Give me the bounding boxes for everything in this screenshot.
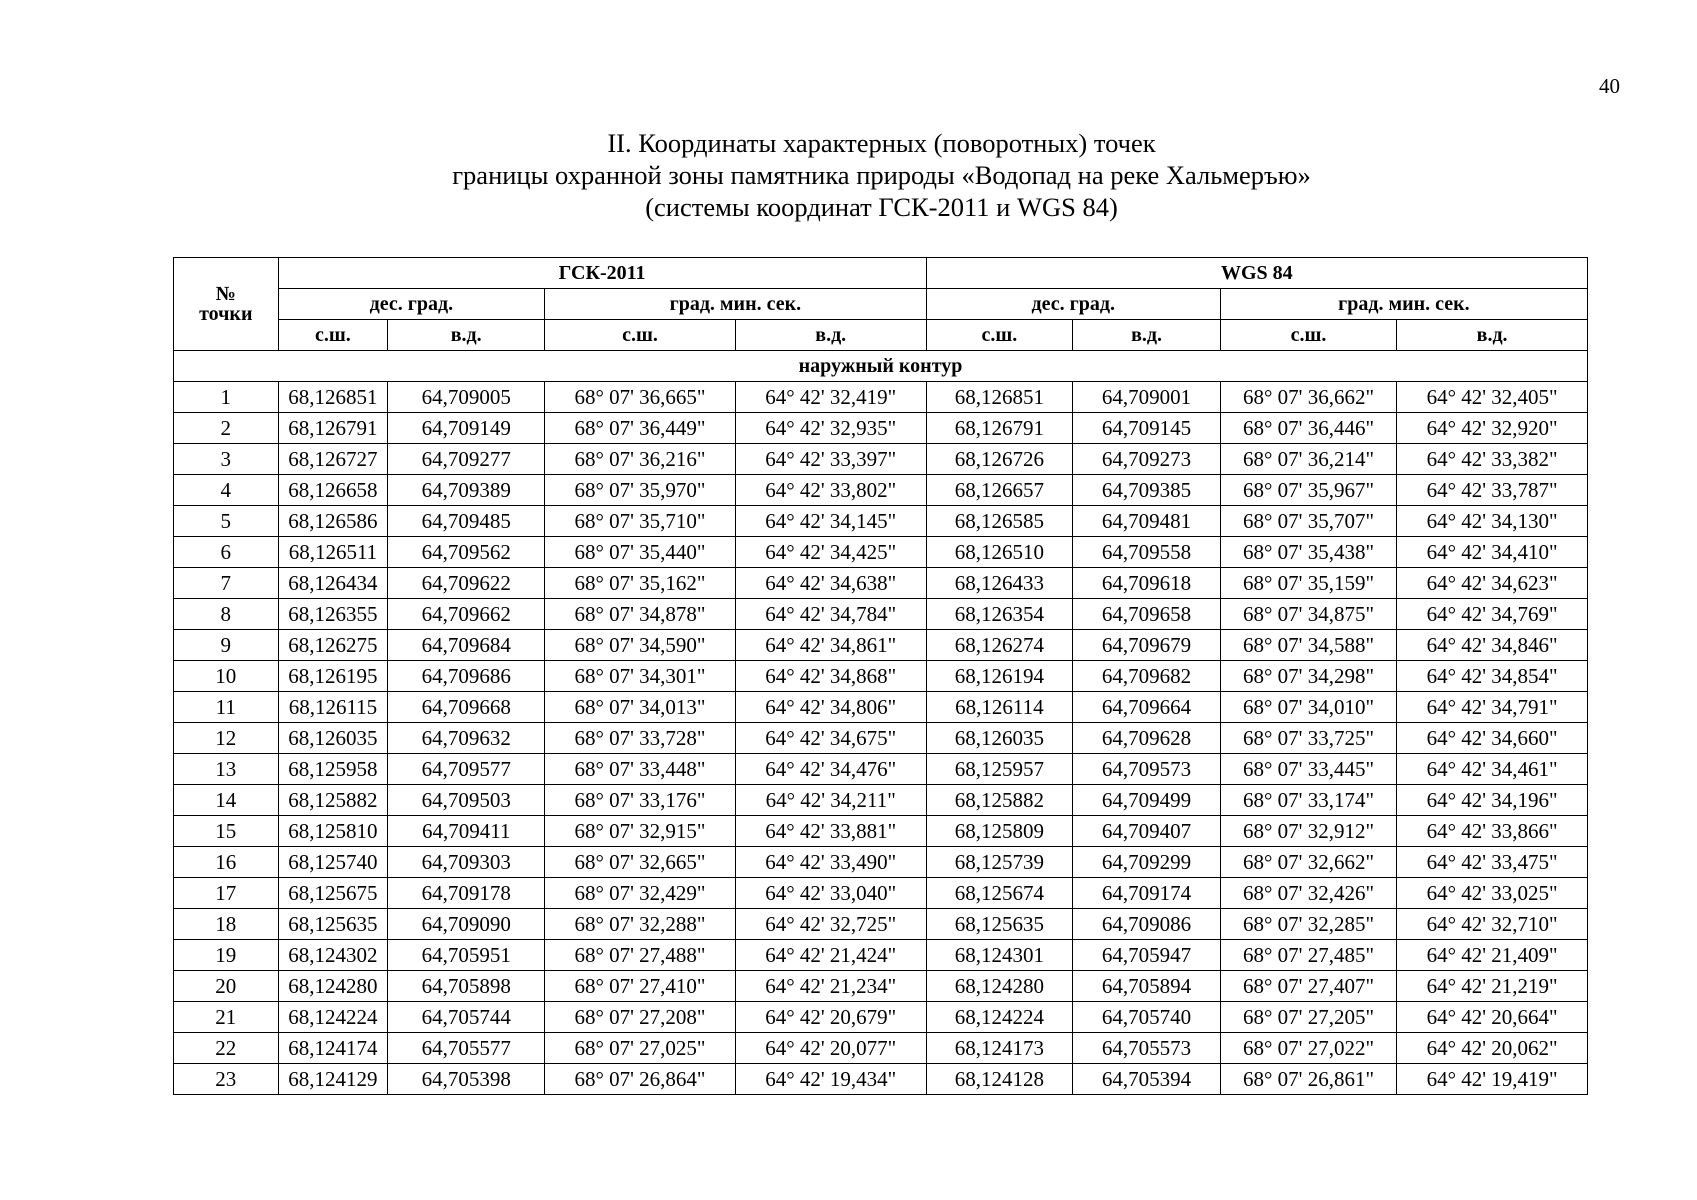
cell-gsk-dms-lat: 68° 07' 34,013" — [545, 692, 736, 723]
cell-point-number: 3 — [174, 444, 279, 475]
cell-gsk-dec-lat: 68,124280 — [278, 971, 388, 1002]
cell-wgs-dms-lat: 68° 07' 33,725" — [1220, 723, 1396, 754]
table-row — [174, 1002, 1588, 1033]
cell-wgs-dec-lon: 64,709682 — [1073, 661, 1221, 692]
cell-gsk-dec-lat: 68,126727 — [278, 444, 388, 475]
cell-gsk-dms-lat: 68° 07' 27,488" — [545, 940, 736, 971]
cell-wgs-dec-lon: 64,709385 — [1073, 475, 1221, 506]
table-row — [174, 444, 1588, 475]
cell-wgs-dec-lon: 64,709001 — [1073, 382, 1221, 413]
cell-gsk-dec-lat: 68,124224 — [278, 1002, 388, 1033]
cell-gsk-dec-lon: 64,709090 — [388, 909, 545, 940]
cell-wgs-dms-lon: 64° 42' 20,664" — [1397, 1002, 1588, 1033]
cell-gsk-dms-lat: 68° 07' 34,301" — [545, 661, 736, 692]
cell-wgs-dms-lat: 68° 07' 27,022" — [1220, 1033, 1396, 1064]
cell-gsk-dms-lon: 64° 42' 34,675" — [735, 723, 926, 754]
cell-gsk-dec-lon: 64,709411 — [388, 816, 545, 847]
header-gsk-dec-lat: с.ш. — [278, 320, 388, 351]
cell-wgs-dec-lat: 68,126726 — [926, 444, 1073, 475]
cell-gsk-dms-lat: 68° 07' 35,440" — [545, 537, 736, 568]
cell-gsk-dec-lat: 68,125882 — [278, 785, 388, 816]
cell-wgs-dms-lat: 68° 07' 34,298" — [1220, 661, 1396, 692]
cell-gsk-dec-lon: 64,705898 — [388, 971, 545, 1002]
cell-point-number: 5 — [174, 506, 279, 537]
cell-gsk-dms-lon: 64° 42' 32,725" — [735, 909, 926, 940]
cell-wgs-dec-lat: 68,124301 — [926, 940, 1073, 971]
header-wgs-dms-lat: с.ш. — [1220, 320, 1396, 351]
cell-wgs-dec-lat: 68,124224 — [926, 1002, 1073, 1033]
cell-wgs-dec-lat: 68,126194 — [926, 661, 1073, 692]
cell-gsk-dms-lon: 64° 42' 21,424" — [735, 940, 926, 971]
cell-point-number: 16 — [174, 847, 279, 878]
cell-wgs-dms-lon: 64° 42' 33,866" — [1397, 816, 1588, 847]
header-gsk-dms: град. мин. сек. — [545, 289, 926, 320]
cell-point-number: 17 — [174, 878, 279, 909]
cell-gsk-dms-lat: 68° 07' 36,665" — [545, 382, 736, 413]
table-row — [174, 909, 1588, 940]
cell-gsk-dms-lat: 68° 07' 27,208" — [545, 1002, 736, 1033]
cell-wgs-dms-lat: 68° 07' 36,446" — [1220, 413, 1396, 444]
cell-gsk-dec-lat: 68,124174 — [278, 1033, 388, 1064]
cell-wgs-dms-lat: 68° 07' 32,662" — [1220, 847, 1396, 878]
cell-wgs-dms-lon: 64° 42' 34,854" — [1397, 661, 1588, 692]
cell-gsk-dec-lon: 64,709389 — [388, 475, 545, 506]
cell-point-number: 22 — [174, 1033, 279, 1064]
cell-wgs-dec-lat: 68,126354 — [926, 599, 1073, 630]
cell-wgs-dms-lat: 68° 07' 35,707" — [1220, 506, 1396, 537]
table-row — [174, 630, 1588, 661]
cell-wgs-dec-lat: 68,126510 — [926, 537, 1073, 568]
cell-wgs-dms-lon: 64° 42' 34,623" — [1397, 568, 1588, 599]
cell-wgs-dec-lon: 64,705894 — [1073, 971, 1221, 1002]
cell-gsk-dms-lon: 64° 42' 34,868" — [735, 661, 926, 692]
cell-wgs-dec-lon: 64,709273 — [1073, 444, 1221, 475]
cell-wgs-dms-lon: 64° 42' 20,062" — [1397, 1033, 1588, 1064]
cell-wgs-dec-lat: 68,124173 — [926, 1033, 1073, 1064]
cell-wgs-dms-lon: 64° 42' 33,382" — [1397, 444, 1588, 475]
cell-wgs-dec-lon: 64,705740 — [1073, 1002, 1221, 1033]
cell-gsk-dms-lat: 68° 07' 32,288" — [545, 909, 736, 940]
table-row — [174, 847, 1588, 878]
cell-gsk-dms-lat: 68° 07' 27,025" — [545, 1033, 736, 1064]
cell-gsk-dms-lat: 68° 07' 33,448" — [545, 754, 736, 785]
cell-point-number: 20 — [174, 971, 279, 1002]
cell-gsk-dms-lon: 64° 42' 32,419" — [735, 382, 926, 413]
cell-gsk-dms-lat: 68° 07' 26,864" — [545, 1064, 736, 1095]
cell-gsk-dec-lon: 64,709503 — [388, 785, 545, 816]
cell-wgs-dec-lon: 64,709299 — [1073, 847, 1221, 878]
cell-gsk-dec-lon: 64,709662 — [388, 599, 545, 630]
cell-gsk-dms-lon: 64° 42' 21,234" — [735, 971, 926, 1002]
cell-wgs-dec-lat: 68,125739 — [926, 847, 1073, 878]
cell-wgs-dms-lat: 68° 07' 32,912" — [1220, 816, 1396, 847]
cell-wgs-dec-lat: 68,126274 — [926, 630, 1073, 661]
header-wgs-dec-deg: дес. град. — [926, 289, 1220, 320]
header-wgs-dec-lat: с.ш. — [926, 320, 1073, 351]
header-gsk-dms-lon: в.д. — [735, 320, 926, 351]
cell-gsk-dms-lon: 64° 42' 33,490" — [735, 847, 926, 878]
cell-wgs-dms-lon: 64° 42' 34,196" — [1397, 785, 1588, 816]
cell-wgs-dec-lon: 64,709481 — [1073, 506, 1221, 537]
header-wgs-84: WGS 84 — [926, 258, 1587, 289]
cell-gsk-dec-lon: 64,709178 — [388, 878, 545, 909]
section-row — [174, 351, 1588, 382]
cell-gsk-dec-lat: 68,126851 — [278, 382, 388, 413]
cell-wgs-dms-lon: 64° 42' 34,130" — [1397, 506, 1588, 537]
cell-wgs-dms-lon: 64° 42' 33,475" — [1397, 847, 1588, 878]
cell-wgs-dms-lat: 68° 07' 36,214" — [1220, 444, 1396, 475]
title-line-1: II. Координаты характерных (поворотных) точек — [607, 128, 1156, 158]
cell-gsk-dms-lat: 68° 07' 32,915" — [545, 816, 736, 847]
coordinates-table — [173, 257, 1588, 1095]
cell-gsk-dms-lon: 64° 42' 20,679" — [735, 1002, 926, 1033]
cell-wgs-dms-lon: 64° 42' 34,660" — [1397, 723, 1588, 754]
cell-wgs-dec-lat: 68,124280 — [926, 971, 1073, 1002]
cell-point-number: 12 — [174, 723, 279, 754]
cell-gsk-dms-lat: 68° 07' 32,665" — [545, 847, 736, 878]
table-row — [174, 382, 1588, 413]
cell-gsk-dms-lat: 68° 07' 33,728" — [545, 723, 736, 754]
cell-wgs-dms-lat: 68° 07' 34,010" — [1220, 692, 1396, 723]
cell-gsk-dec-lat: 68,125958 — [278, 754, 388, 785]
cell-wgs-dec-lon: 64,709407 — [1073, 816, 1221, 847]
cell-gsk-dec-lat: 68,126355 — [278, 599, 388, 630]
cell-gsk-dms-lat: 68° 07' 34,590" — [545, 630, 736, 661]
title-line-3: (системы координат ГСК-2011 и WGS 84) — [645, 192, 1118, 222]
cell-gsk-dec-lon: 64,709684 — [388, 630, 545, 661]
table-row — [174, 537, 1588, 568]
table-row — [174, 1064, 1588, 1095]
cell-wgs-dec-lat: 68,126114 — [926, 692, 1073, 723]
cell-gsk-dec-lon: 64,709622 — [388, 568, 545, 599]
cell-wgs-dec-lon: 64,709618 — [1073, 568, 1221, 599]
cell-wgs-dec-lon: 64,709679 — [1073, 630, 1221, 661]
cell-point-number: 14 — [174, 785, 279, 816]
cell-gsk-dms-lon: 64° 42' 19,434" — [735, 1064, 926, 1095]
cell-wgs-dec-lon: 64,709628 — [1073, 723, 1221, 754]
page-number: 40 — [1599, 74, 1620, 98]
cell-gsk-dec-lon: 64,709686 — [388, 661, 545, 692]
cell-gsk-dec-lat: 68,126791 — [278, 413, 388, 444]
cell-wgs-dms-lat: 68° 07' 33,174" — [1220, 785, 1396, 816]
table-row — [174, 506, 1588, 537]
cell-point-number: 7 — [174, 568, 279, 599]
cell-wgs-dec-lat: 68,126791 — [926, 413, 1073, 444]
cell-gsk-dms-lon: 64° 42' 34,211" — [735, 785, 926, 816]
cell-gsk-dec-lon: 64,709277 — [388, 444, 545, 475]
cell-gsk-dms-lat: 68° 07' 33,176" — [545, 785, 736, 816]
cell-point-number: 4 — [174, 475, 279, 506]
cell-wgs-dms-lon: 64° 42' 33,025" — [1397, 878, 1588, 909]
cell-gsk-dec-lat: 68,125810 — [278, 816, 388, 847]
cell-gsk-dec-lon: 64,705744 — [388, 1002, 545, 1033]
cell-gsk-dms-lon: 64° 42' 34,425" — [735, 537, 926, 568]
table-row — [174, 568, 1588, 599]
cell-gsk-dms-lon: 64° 42' 34,861" — [735, 630, 926, 661]
cell-gsk-dms-lat: 68° 07' 34,878" — [545, 599, 736, 630]
table-row — [174, 723, 1588, 754]
cell-point-number: 6 — [174, 537, 279, 568]
cell-gsk-dec-lat: 68,124302 — [278, 940, 388, 971]
cell-gsk-dms-lat: 68° 07' 35,970" — [545, 475, 736, 506]
cell-gsk-dms-lon: 64° 42' 34,476" — [735, 754, 926, 785]
cell-gsk-dms-lon: 64° 42' 34,806" — [735, 692, 926, 723]
cell-gsk-dec-lon: 64,705398 — [388, 1064, 545, 1095]
cell-gsk-dec-lat: 68,124129 — [278, 1064, 388, 1095]
cell-wgs-dec-lon: 64,709573 — [1073, 754, 1221, 785]
cell-point-number: 21 — [174, 1002, 279, 1033]
cell-wgs-dec-lon: 64,709664 — [1073, 692, 1221, 723]
cell-wgs-dec-lon: 64,709145 — [1073, 413, 1221, 444]
cell-point-number: 15 — [174, 816, 279, 847]
cell-gsk-dec-lon: 64,705577 — [388, 1033, 545, 1064]
table-row — [174, 785, 1588, 816]
cell-wgs-dms-lat: 68° 07' 27,407" — [1220, 971, 1396, 1002]
cell-point-number: 23 — [174, 1064, 279, 1095]
cell-gsk-dms-lon: 64° 42' 20,077" — [735, 1033, 926, 1064]
cell-gsk-dec-lat: 68,126275 — [278, 630, 388, 661]
cell-point-number: 2 — [174, 413, 279, 444]
header-wgs-dec-lon: в.д. — [1073, 320, 1221, 351]
cell-wgs-dms-lon: 64° 42' 32,405" — [1397, 382, 1588, 413]
cell-point-number: 8 — [174, 599, 279, 630]
cell-gsk-dms-lat: 68° 07' 27,410" — [545, 971, 736, 1002]
cell-wgs-dec-lat: 68,126035 — [926, 723, 1073, 754]
cell-wgs-dec-lat: 68,125882 — [926, 785, 1073, 816]
cell-gsk-dms-lat: 68° 07' 32,429" — [545, 878, 736, 909]
cell-gsk-dms-lon: 64° 42' 33,040" — [735, 878, 926, 909]
table-row — [174, 1033, 1588, 1064]
cell-wgs-dec-lon: 64,705394 — [1073, 1064, 1221, 1095]
cell-gsk-dec-lon: 64,709149 — [388, 413, 545, 444]
cell-wgs-dms-lon: 64° 42' 34,846" — [1397, 630, 1588, 661]
cell-wgs-dec-lat: 68,125809 — [926, 816, 1073, 847]
header-wgs-dms-lon: в.д. — [1397, 320, 1588, 351]
cell-wgs-dms-lon: 64° 42' 32,920" — [1397, 413, 1588, 444]
cell-point-number: 18 — [174, 909, 279, 940]
cell-gsk-dec-lat: 68,126586 — [278, 506, 388, 537]
cell-gsk-dms-lat: 68° 07' 36,449" — [545, 413, 736, 444]
cell-wgs-dms-lon: 64° 42' 34,791" — [1397, 692, 1588, 723]
cell-wgs-dms-lat: 68° 07' 36,662" — [1220, 382, 1396, 413]
header-gsk-dec-lon: в.д. — [388, 320, 545, 351]
cell-gsk-dms-lat: 68° 07' 35,710" — [545, 506, 736, 537]
cell-wgs-dms-lon: 64° 42' 34,410" — [1397, 537, 1588, 568]
cell-point-number: 9 — [174, 630, 279, 661]
cell-wgs-dms-lon: 64° 42' 34,461" — [1397, 754, 1588, 785]
cell-point-number: 11 — [174, 692, 279, 723]
cell-wgs-dms-lat: 68° 07' 32,426" — [1220, 878, 1396, 909]
cell-gsk-dms-lon: 64° 42' 34,145" — [735, 506, 926, 537]
cell-gsk-dms-lon: 64° 42' 33,397" — [735, 444, 926, 475]
cell-wgs-dms-lat: 68° 07' 27,485" — [1220, 940, 1396, 971]
cell-wgs-dec-lat: 68,125957 — [926, 754, 1073, 785]
section-label: наружный контур — [174, 351, 1588, 382]
cell-gsk-dms-lon: 64° 42' 34,784" — [735, 599, 926, 630]
header-point-no: № точки — [174, 258, 279, 351]
cell-wgs-dec-lon: 64,709558 — [1073, 537, 1221, 568]
cell-wgs-dec-lon: 64,709086 — [1073, 909, 1221, 940]
cell-wgs-dms-lon: 64° 42' 34,769" — [1397, 599, 1588, 630]
cell-wgs-dms-lat: 68° 07' 27,205" — [1220, 1002, 1396, 1033]
cell-gsk-dms-lat: 68° 07' 35,162" — [545, 568, 736, 599]
table-row — [174, 878, 1588, 909]
cell-wgs-dec-lon: 64,709174 — [1073, 878, 1221, 909]
cell-gsk-dec-lon: 64,709005 — [388, 382, 545, 413]
cell-gsk-dec-lat: 68,126511 — [278, 537, 388, 568]
cell-wgs-dms-lat: 68° 07' 34,588" — [1220, 630, 1396, 661]
cell-gsk-dec-lat: 68,125675 — [278, 878, 388, 909]
cell-point-number: 1 — [174, 382, 279, 413]
cell-gsk-dec-lat: 68,125740 — [278, 847, 388, 878]
cell-wgs-dms-lon: 64° 42' 21,409" — [1397, 940, 1588, 971]
cell-wgs-dms-lat: 68° 07' 32,285" — [1220, 909, 1396, 940]
cell-wgs-dec-lon: 64,709499 — [1073, 785, 1221, 816]
cell-gsk-dec-lat: 68,126658 — [278, 475, 388, 506]
cell-gsk-dec-lon: 64,709632 — [388, 723, 545, 754]
cell-wgs-dec-lat: 68,126657 — [926, 475, 1073, 506]
cell-gsk-dec-lon: 64,709485 — [388, 506, 545, 537]
table-body — [174, 351, 1588, 1095]
cell-gsk-dms-lon: 64° 42' 32,935" — [735, 413, 926, 444]
table-row — [174, 661, 1588, 692]
header-gsk-2011: ГСК-2011 — [278, 258, 926, 289]
cell-wgs-dms-lat: 68° 07' 35,438" — [1220, 537, 1396, 568]
cell-wgs-dec-lon: 64,705947 — [1073, 940, 1221, 971]
table-row — [174, 971, 1588, 1002]
cell-gsk-dms-lat: 68° 07' 36,216" — [545, 444, 736, 475]
cell-gsk-dms-lon: 64° 42' 33,881" — [735, 816, 926, 847]
cell-wgs-dec-lat: 68,124128 — [926, 1064, 1073, 1095]
cell-point-number: 10 — [174, 661, 279, 692]
table-row — [174, 754, 1588, 785]
cell-wgs-dms-lon: 64° 42' 19,419" — [1397, 1064, 1588, 1095]
cell-wgs-dms-lon: 64° 42' 21,219" — [1397, 971, 1588, 1002]
cell-point-number: 19 — [174, 940, 279, 971]
cell-gsk-dms-lon: 64° 42' 33,802" — [735, 475, 926, 506]
cell-gsk-dec-lon: 64,709303 — [388, 847, 545, 878]
cell-gsk-dms-lon: 64° 42' 34,638" — [735, 568, 926, 599]
cell-point-number: 13 — [174, 754, 279, 785]
table-row — [174, 413, 1588, 444]
cell-gsk-dec-lat: 68,126434 — [278, 568, 388, 599]
cell-wgs-dec-lat: 68,126433 — [926, 568, 1073, 599]
cell-wgs-dms-lat: 68° 07' 33,445" — [1220, 754, 1396, 785]
cell-wgs-dec-lat: 68,126585 — [926, 506, 1073, 537]
table-row — [174, 692, 1588, 723]
cell-wgs-dec-lon: 64,709658 — [1073, 599, 1221, 630]
table-row — [174, 599, 1588, 630]
cell-gsk-dec-lat: 68,126115 — [278, 692, 388, 723]
cell-wgs-dec-lat: 68,125635 — [926, 909, 1073, 940]
cell-gsk-dec-lon: 64,705951 — [388, 940, 545, 971]
cell-wgs-dec-lon: 64,705573 — [1073, 1033, 1221, 1064]
cell-wgs-dms-lat: 68° 07' 34,875" — [1220, 599, 1396, 630]
header-gsk-dec-deg: дес. град. — [278, 289, 545, 320]
table-row — [174, 475, 1588, 506]
cell-gsk-dec-lon: 64,709577 — [388, 754, 545, 785]
cell-wgs-dms-lon: 64° 42' 32,710" — [1397, 909, 1588, 940]
document-title — [175, 127, 1588, 223]
title-line-2: границы охранной зоны памятника природы «Водопад на реке Хальмеръю» — [452, 160, 1311, 190]
table-row — [174, 940, 1588, 971]
cell-wgs-dec-lat: 68,125674 — [926, 878, 1073, 909]
cell-gsk-dec-lon: 64,709562 — [388, 537, 545, 568]
cell-gsk-dec-lat: 68,126195 — [278, 661, 388, 692]
table-header — [174, 258, 1588, 351]
cell-wgs-dms-lat: 68° 07' 35,967" — [1220, 475, 1396, 506]
header-gsk-dms-lat: с.ш. — [545, 320, 736, 351]
cell-wgs-dms-lon: 64° 42' 33,787" — [1397, 475, 1588, 506]
cell-gsk-dec-lon: 64,709668 — [388, 692, 545, 723]
cell-wgs-dms-lat: 68° 07' 35,159" — [1220, 568, 1396, 599]
cell-gsk-dec-lat: 68,126035 — [278, 723, 388, 754]
table-row — [174, 816, 1588, 847]
header-wgs-dms: град. мин. сек. — [1220, 289, 1587, 320]
cell-wgs-dms-lat: 68° 07' 26,861" — [1220, 1064, 1396, 1095]
cell-wgs-dec-lat: 68,126851 — [926, 382, 1073, 413]
cell-gsk-dec-lat: 68,125635 — [278, 909, 388, 940]
